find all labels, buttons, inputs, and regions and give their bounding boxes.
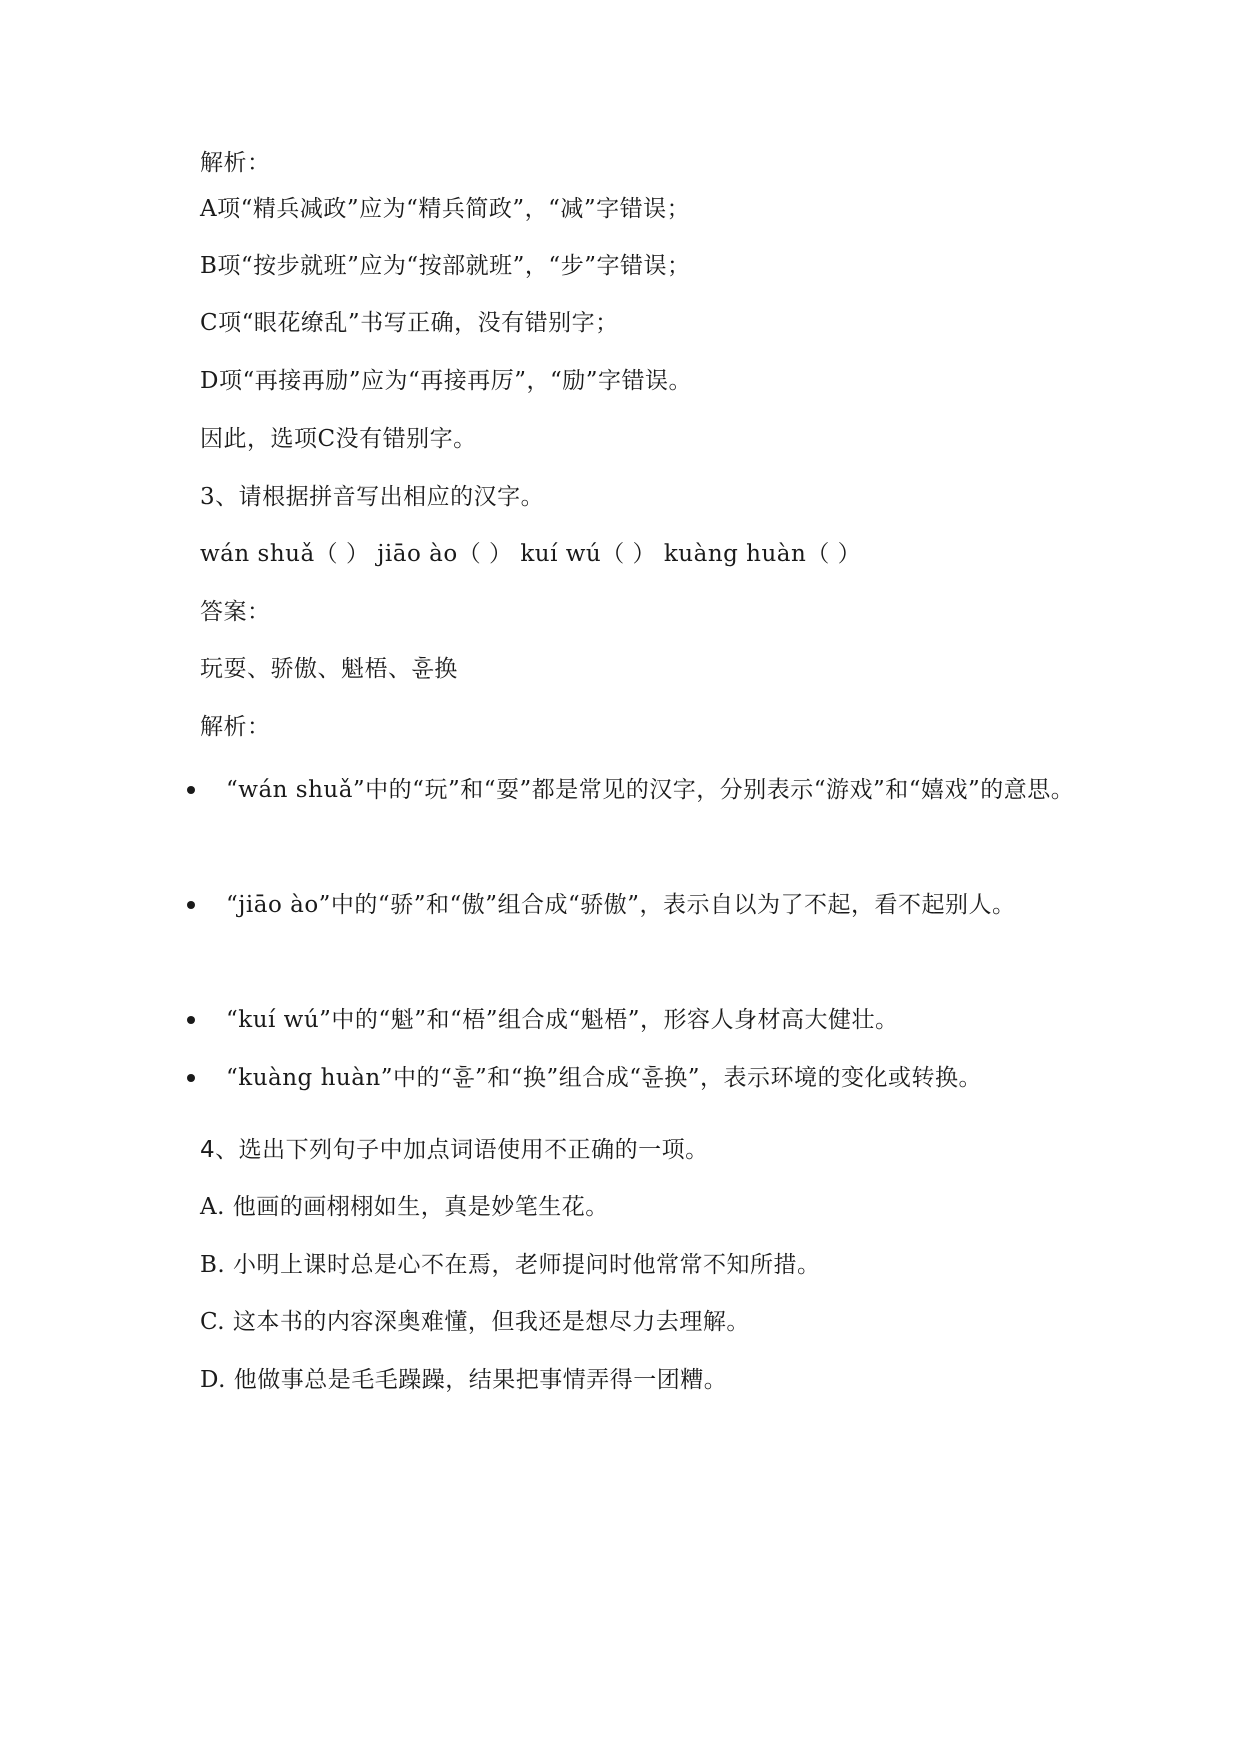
analysis-label-2: 解析： bbox=[200, 714, 271, 740]
analysis-bullet-3: “kuí wú”中的“魁”和“梧”组合成“魁梧”，形容人身材高大健壮。 bbox=[226, 1007, 899, 1033]
option-a: A. 他画的画栩栩如生，真是妙笔生花。 bbox=[200, 1194, 609, 1220]
analysis-bullet-1: “wán shuǎ”中的“玩”和“耍”都是常见的汉字，分别表示“游戏”和“嬉戏”的意思。 bbox=[226, 777, 1075, 803]
analysis-line-a: A项“精兵减政”应为“精兵简政”，“减”字错误； bbox=[200, 196, 691, 222]
pinyin-line: wán shuǎ（ ） jiāo ào（ ） kuí wú（ ） kuàng huàn（ ） bbox=[200, 541, 862, 567]
option-c: C. 这本书的内容深奥难懂，但我还是想尽力去理解。 bbox=[200, 1309, 750, 1335]
bullet-icon bbox=[187, 786, 195, 794]
question-3-title: 3、请根据拼音写出相应的汉字。 bbox=[200, 484, 545, 510]
option-d: D. 他做事总是毛毛躁躁，结果把事情弄得一团糟。 bbox=[200, 1367, 728, 1393]
question-4-title: 4、选出下列句子中加点词语使用不正确的一项。 bbox=[200, 1137, 709, 1163]
analysis-line-b: B项“按步就班”应为“按部就班”，“步”字错误； bbox=[200, 253, 691, 279]
option-b: B. 小明上课时总是心不在焉，老师提问时他常常不知所措。 bbox=[200, 1252, 821, 1278]
bullet-icon bbox=[187, 901, 195, 909]
bullet-icon bbox=[187, 1074, 195, 1082]
answer-text: 玩耍、骄傲、魁梧、휸换 bbox=[200, 656, 458, 682]
analysis-line-c: C项“眼花缭乱”书写正确，没有错别字； bbox=[200, 310, 619, 336]
bullet-icon bbox=[187, 1016, 195, 1024]
analysis-bullet-2: “jiāo ào”中的“骄”和“傲”组合成“骄傲”，表示自以为了不起，看不起别人。 bbox=[226, 892, 1016, 918]
analysis-conclusion: 因此，选项C没有错别字。 bbox=[200, 426, 477, 452]
analysis-bullet-4: “kuàng huàn”中的“휸”和“换”组合成“휸换”，表示环境的变化或转换。 bbox=[226, 1065, 982, 1091]
answer-label: 答案： bbox=[200, 599, 271, 625]
analysis-line-d: D项“再接再励”应为“再接再厉”，“励”字错误。 bbox=[200, 368, 692, 394]
analysis-label: 解析： bbox=[200, 150, 271, 176]
